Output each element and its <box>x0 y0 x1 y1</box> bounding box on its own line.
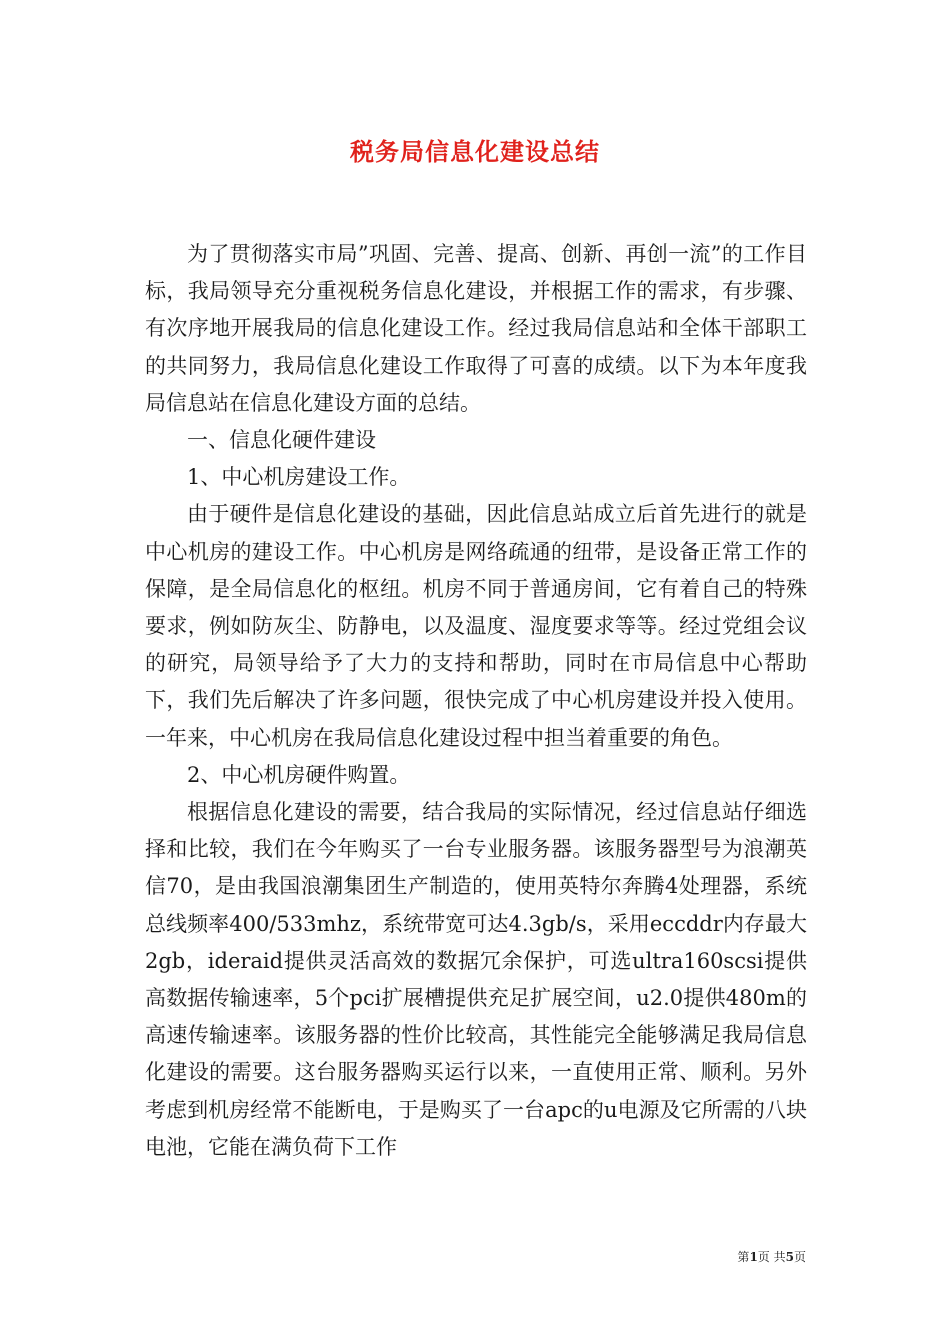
paragraph-hardware-purchase: 根据信息化建设的需要，结合我局的实际情况，经过信息站仔细选择和比较，我们在今年购买了一台专业服务器。该服务器型号为浪潮英信70，是由我国浪潮集团生产制造的，使用英特尔奔腾4处理器，系统总线频率400/533mhz，系统带宽可达4.3gb/s，采用eccddr内存最大2gb，ideraid提供灵活高效的数据冗余保护，可选ultra160scsi提供高数据传输速率，5个pci扩展槽提供充足扩展空间，u2.0提供480m的高速传输速率。该服务器的性价比较高，其性能完全能够满足我局信息化建设的需要。这台服务器购买运行以来，一直使用正常、顺利。另外考虑到机房经常不能断电，于是购买了一台apc的u电源及它所需的八块电池，它能在满负荷下工作 <box>145 800 807 1159</box>
page-number-footer <box>737 1248 806 1265</box>
subheading-hardware-purchase: 2、中心机房硬件购置。 <box>187 762 411 787</box>
footer-prefix: 第 <box>737 1250 750 1264</box>
paragraph-intro: 为了贯彻落实市局”巩固、完善、提高、创新、再创一流”的工作目标，我局领导充分重视税务信息化建设，并根据工作的需求，有步骤、有次序地开展我局的信息化建设工作。经过我局信息站和全体干部职工的共同努力，我局信息化建设工作取得了可喜的成绩。以下为本年度我局信息站在信息化建设方面的总结。 <box>145 242 807 415</box>
paragraph-machine-room: 由于硬件是信息化建设的基础，因此信息站成立后首先进行的就是中心机房的建设工作。中心机房是网络疏通的纽带，是设备正常工作的保障，是全局信息化的枢纽。机房不同于普通房间，它有着自己的特殊要求，例如防灰尘、防静电，以及温度、湿度要求等等。经过党组会议的研究，局领导给予了大力的支持和帮助，同时在市局信息中心帮助下，我们先后解决了许多问题，很快完成了中心机房建设并投入使用。一年来，中心机房在我局信息化建设过程中担当着重要的角色。 <box>145 502 807 750</box>
document-body <box>145 236 807 1166</box>
footer-suffix: 页 <box>793 1250 806 1264</box>
footer-middle: 页 共 <box>757 1250 786 1264</box>
document-title: 税务局信息化建设总结 <box>350 137 600 166</box>
subheading-machine-room: 1、中心机房建设工作。 <box>187 465 411 490</box>
footer-current-page: 1 <box>749 1250 758 1264</box>
section-heading-hardware: 一、信息化硬件建设 <box>187 428 376 453</box>
footer-total-pages: 5 <box>785 1250 794 1264</box>
